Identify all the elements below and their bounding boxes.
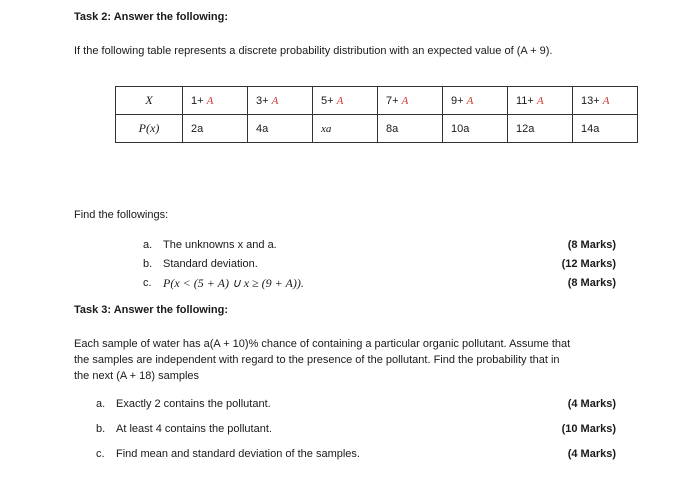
question-label: c. xyxy=(143,277,152,289)
x-var: A xyxy=(536,94,544,107)
x-header-cell: X xyxy=(116,87,183,115)
find-heading: Find the followings: xyxy=(74,209,169,221)
x-num: 7+ xyxy=(386,94,402,107)
p-cell: 10a xyxy=(443,115,508,143)
distribution-table xyxy=(115,86,638,143)
p-cell: 12a xyxy=(508,115,573,143)
x-num: 11+ xyxy=(516,94,537,107)
task2-title: Task 2: Answer the following: xyxy=(74,11,229,23)
task3-para-line: the samples are independent with regard to the presence of the pollutant. Find the probability that in xyxy=(74,354,560,366)
question-text: Exactly 2 contains the pollutant. xyxy=(116,398,271,410)
x-num: 1+ xyxy=(191,94,207,107)
question-label: a. xyxy=(96,398,106,410)
task3-para-line: Each sample of water has a(A + 10)% chance of containing a particular organic pollutant. Assume that xyxy=(74,338,571,350)
question-text: P(x < (5 + A) ∪ x ≥ (9 + A)). xyxy=(163,276,304,290)
question-label: b. xyxy=(96,423,106,435)
x-cell xyxy=(443,87,508,115)
table-row-p xyxy=(116,115,638,143)
question-label: a. xyxy=(143,239,153,251)
x-cell xyxy=(573,87,638,115)
task3-title: Task 3: Answer the following: xyxy=(74,304,229,316)
question-marks: (8 Marks) xyxy=(567,277,616,289)
question-text: The unknowns x and a. xyxy=(163,239,277,251)
task2-intro: If the following table represents a discrete probability distribution with an expected value of (A + 9). xyxy=(74,45,553,57)
question-text: Standard deviation. xyxy=(163,258,258,270)
question-label: c. xyxy=(96,448,105,460)
table-row-x xyxy=(116,87,638,115)
question-label: b. xyxy=(143,258,153,270)
x-num: 3+ xyxy=(256,94,272,107)
question-marks: (4 Marks) xyxy=(567,448,616,460)
x-var: A xyxy=(336,94,344,107)
x-num: 9+ xyxy=(451,94,467,107)
x-num: 13+ xyxy=(581,94,603,107)
x-cell xyxy=(378,87,443,115)
x-var: A xyxy=(271,94,279,107)
p-cell: 4a xyxy=(248,115,313,143)
x-cell xyxy=(508,87,573,115)
question-text: At least 4 contains the pollutant. xyxy=(116,423,272,435)
p-cell: xa xyxy=(313,115,378,143)
question-marks: (12 Marks) xyxy=(561,258,616,270)
x-cell xyxy=(313,87,378,115)
p-cell: 8a xyxy=(378,115,443,143)
p-cell: 2a xyxy=(183,115,248,143)
p-cell: 14a xyxy=(573,115,638,143)
x-var: A xyxy=(602,94,610,107)
question-marks: (4 Marks) xyxy=(567,398,616,410)
x-var: A xyxy=(466,94,474,107)
x-cell xyxy=(183,87,248,115)
x-cell xyxy=(248,87,313,115)
question-text: Find mean and standard deviation of the samples. xyxy=(116,448,360,460)
x-num: 5+ xyxy=(321,94,337,107)
task3-para-line: the next (A + 18) samples xyxy=(74,370,200,382)
question-marks: (8 Marks) xyxy=(567,239,616,251)
p-header-cell: P(x) xyxy=(116,115,183,143)
x-var: A xyxy=(401,94,409,107)
x-var: A xyxy=(206,94,214,107)
question-marks: (10 Marks) xyxy=(561,423,616,435)
